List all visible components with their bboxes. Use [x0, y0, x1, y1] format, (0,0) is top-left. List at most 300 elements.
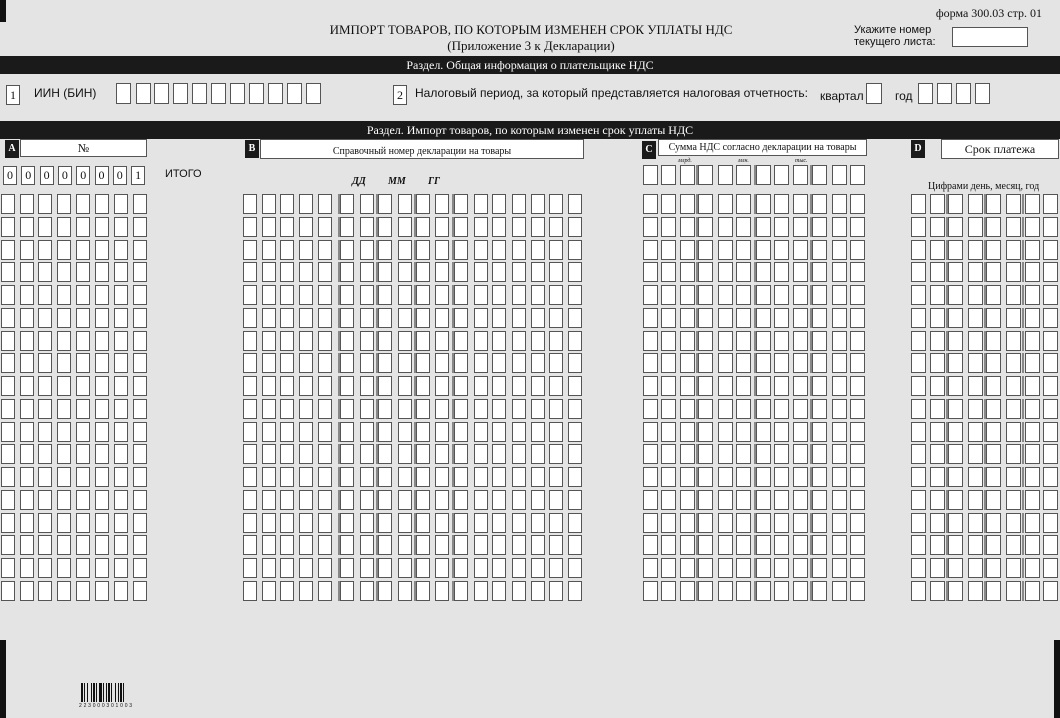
row-number-cell[interactable] — [57, 490, 71, 510]
declaration-number-cell[interactable] — [318, 331, 332, 351]
payment-date-cell[interactable] — [1006, 376, 1021, 396]
declaration-number-cell[interactable] — [378, 535, 392, 555]
vat-total-digit-cell[interactable] — [756, 165, 771, 185]
payment-date-cell[interactable] — [1043, 331, 1058, 351]
payment-date-cell[interactable] — [1006, 217, 1021, 237]
declaration-number-cell[interactable] — [378, 194, 392, 214]
declaration-number-cell[interactable] — [378, 285, 392, 305]
row-number-cell[interactable] — [38, 490, 52, 510]
row-number-cell[interactable] — [114, 331, 128, 351]
vat-amount-cell[interactable] — [643, 422, 658, 442]
vat-amount-cell[interactable] — [661, 513, 676, 533]
declaration-number-cell[interactable] — [398, 217, 412, 237]
payment-date-cell[interactable] — [930, 422, 945, 442]
declaration-number-cell[interactable] — [299, 490, 313, 510]
declaration-number-cell[interactable] — [549, 490, 563, 510]
declaration-number-cell[interactable] — [531, 217, 545, 237]
payment-date-cell[interactable] — [948, 422, 963, 442]
declaration-number-cell[interactable] — [568, 262, 582, 282]
row-number-cell[interactable] — [57, 399, 71, 419]
declaration-number-cell[interactable] — [512, 399, 526, 419]
declaration-number-cell[interactable] — [340, 513, 354, 533]
vat-amount-cell[interactable] — [850, 467, 865, 487]
row-number-cell[interactable] — [76, 262, 90, 282]
declaration-number-cell[interactable] — [492, 376, 506, 396]
vat-total-digit-cell[interactable] — [774, 165, 789, 185]
declaration-number-cell[interactable] — [474, 353, 488, 373]
declaration-number-cell[interactable] — [340, 376, 354, 396]
payment-date-cell[interactable] — [968, 376, 983, 396]
vat-amount-cell[interactable] — [736, 490, 751, 510]
declaration-number-cell[interactable] — [318, 285, 332, 305]
row-number-cell[interactable] — [114, 240, 128, 260]
payment-date-cell[interactable] — [911, 558, 926, 578]
declaration-number-cell[interactable] — [492, 308, 506, 328]
row-number-cell[interactable] — [76, 194, 90, 214]
vat-amount-cell[interactable] — [793, 331, 808, 351]
declaration-number-cell[interactable] — [243, 285, 257, 305]
declaration-number-cell[interactable] — [549, 467, 563, 487]
declaration-number-cell[interactable] — [531, 467, 545, 487]
declaration-number-cell[interactable] — [398, 467, 412, 487]
declaration-number-cell[interactable] — [492, 285, 506, 305]
vat-amount-cell[interactable] — [832, 422, 847, 442]
declaration-number-cell[interactable] — [454, 399, 468, 419]
payment-date-cell[interactable] — [968, 467, 983, 487]
payment-date-cell[interactable] — [948, 217, 963, 237]
row-number-cell[interactable] — [95, 490, 109, 510]
payment-date-cell[interactable] — [986, 422, 1001, 442]
declaration-number-cell[interactable] — [318, 444, 332, 464]
row-number-cell[interactable] — [57, 308, 71, 328]
vat-amount-cell[interactable] — [643, 331, 658, 351]
row-number-cell[interactable] — [95, 194, 109, 214]
payment-date-cell[interactable] — [968, 353, 983, 373]
declaration-number-cell[interactable] — [568, 467, 582, 487]
declaration-number-cell[interactable] — [531, 285, 545, 305]
payment-date-cell[interactable] — [1006, 444, 1021, 464]
vat-amount-cell[interactable] — [774, 581, 789, 601]
row-number-cell[interactable] — [1, 513, 15, 533]
vat-amount-cell[interactable] — [793, 444, 808, 464]
row-number-cell[interactable] — [57, 558, 71, 578]
vat-amount-cell[interactable] — [774, 240, 789, 260]
declaration-number-cell[interactable] — [531, 399, 545, 419]
declaration-number-cell[interactable] — [262, 399, 276, 419]
payment-date-cell[interactable] — [1025, 240, 1040, 260]
row-number-cell[interactable] — [95, 353, 109, 373]
vat-total-digit-cell[interactable] — [793, 165, 808, 185]
payment-date-cell[interactable] — [948, 444, 963, 464]
declaration-number-cell[interactable] — [262, 308, 276, 328]
declaration-number-cell[interactable] — [340, 331, 354, 351]
vat-amount-cell[interactable] — [756, 422, 771, 442]
declaration-number-cell[interactable] — [378, 444, 392, 464]
declaration-number-cell[interactable] — [360, 217, 374, 237]
vat-amount-cell[interactable] — [661, 331, 676, 351]
declaration-number-cell[interactable] — [474, 490, 488, 510]
vat-amount-cell[interactable] — [850, 490, 865, 510]
declaration-number-cell[interactable] — [549, 558, 563, 578]
vat-amount-cell[interactable] — [774, 285, 789, 305]
declaration-number-cell[interactable] — [340, 581, 354, 601]
declaration-number-cell[interactable] — [398, 422, 412, 442]
declaration-number-cell[interactable] — [531, 194, 545, 214]
declaration-number-cell[interactable] — [360, 490, 374, 510]
vat-amount-cell[interactable] — [680, 240, 695, 260]
declaration-number-cell[interactable] — [299, 308, 313, 328]
declaration-number-cell[interactable] — [568, 217, 582, 237]
vat-amount-cell[interactable] — [661, 285, 676, 305]
declaration-number-cell[interactable] — [531, 331, 545, 351]
row-number-cell[interactable] — [1, 467, 15, 487]
vat-amount-cell[interactable] — [850, 240, 865, 260]
declaration-number-cell[interactable] — [299, 399, 313, 419]
payment-date-cell[interactable] — [986, 581, 1001, 601]
declaration-number-cell[interactable] — [280, 581, 294, 601]
declaration-number-cell[interactable] — [512, 308, 526, 328]
declaration-number-cell[interactable] — [280, 535, 294, 555]
row-number-cell[interactable] — [20, 353, 34, 373]
vat-amount-cell[interactable] — [812, 490, 827, 510]
vat-amount-cell[interactable] — [812, 353, 827, 373]
payment-date-cell[interactable] — [911, 217, 926, 237]
declaration-number-cell[interactable] — [454, 262, 468, 282]
declaration-number-cell[interactable] — [340, 558, 354, 578]
vat-amount-cell[interactable] — [756, 331, 771, 351]
payment-date-cell[interactable] — [986, 467, 1001, 487]
vat-amount-cell[interactable] — [680, 513, 695, 533]
declaration-number-cell[interactable] — [474, 444, 488, 464]
row-number-cell[interactable] — [20, 376, 34, 396]
declaration-number-cell[interactable] — [280, 353, 294, 373]
vat-amount-cell[interactable] — [774, 467, 789, 487]
payment-date-cell[interactable] — [968, 535, 983, 555]
declaration-number-cell[interactable] — [474, 581, 488, 601]
declaration-number-cell[interactable] — [318, 194, 332, 214]
declaration-number-cell[interactable] — [531, 535, 545, 555]
declaration-number-cell[interactable] — [280, 513, 294, 533]
row-number-cell[interactable] — [57, 467, 71, 487]
payment-date-cell[interactable] — [930, 558, 945, 578]
declaration-number-cell[interactable] — [435, 285, 449, 305]
row-number-cell[interactable] — [76, 467, 90, 487]
row-number-cell[interactable] — [95, 581, 109, 601]
vat-amount-cell[interactable] — [661, 376, 676, 396]
payment-date-cell[interactable] — [1025, 513, 1040, 533]
vat-amount-cell[interactable] — [832, 240, 847, 260]
vat-amount-cell[interactable] — [756, 535, 771, 555]
declaration-number-cell[interactable] — [435, 376, 449, 396]
row-number-cell[interactable] — [95, 513, 109, 533]
iin-digit-cell[interactable] — [306, 83, 321, 104]
row-number-cell[interactable] — [38, 240, 52, 260]
row-number-cell[interactable] — [38, 581, 52, 601]
vat-amount-cell[interactable] — [698, 535, 713, 555]
vat-amount-cell[interactable] — [793, 422, 808, 442]
vat-amount-cell[interactable] — [850, 422, 865, 442]
payment-date-cell[interactable] — [986, 331, 1001, 351]
declaration-number-cell[interactable] — [243, 581, 257, 601]
declaration-number-cell[interactable] — [492, 513, 506, 533]
vat-amount-cell[interactable] — [812, 285, 827, 305]
vat-amount-cell[interactable] — [698, 262, 713, 282]
row-number-cell[interactable] — [1, 262, 15, 282]
year-digit-cell[interactable] — [975, 83, 990, 104]
declaration-number-cell[interactable] — [549, 399, 563, 419]
row-number-cell[interactable] — [57, 285, 71, 305]
row-number-cell[interactable] — [1, 444, 15, 464]
row-number-cell[interactable] — [38, 376, 52, 396]
declaration-number-cell[interactable] — [299, 581, 313, 601]
declaration-number-cell[interactable] — [416, 308, 430, 328]
declaration-number-cell[interactable] — [318, 399, 332, 419]
declaration-number-cell[interactable] — [318, 308, 332, 328]
row-number-cell[interactable] — [114, 353, 128, 373]
declaration-number-cell[interactable] — [243, 422, 257, 442]
declaration-number-cell[interactable] — [318, 353, 332, 373]
row-number-cell[interactable] — [57, 422, 71, 442]
declaration-number-cell[interactable] — [378, 490, 392, 510]
declaration-number-cell[interactable] — [416, 467, 430, 487]
vat-amount-cell[interactable] — [643, 581, 658, 601]
row-number-cell[interactable] — [133, 240, 147, 260]
payment-date-cell[interactable] — [986, 513, 1001, 533]
row-number-cell[interactable] — [133, 581, 147, 601]
row-number-cell[interactable] — [76, 331, 90, 351]
declaration-number-cell[interactable] — [454, 558, 468, 578]
payment-date-cell[interactable] — [968, 217, 983, 237]
row-number-cell[interactable] — [95, 535, 109, 555]
declaration-number-cell[interactable] — [568, 331, 582, 351]
vat-amount-cell[interactable] — [680, 285, 695, 305]
declaration-number-cell[interactable] — [435, 422, 449, 442]
declaration-number-cell[interactable] — [318, 490, 332, 510]
payment-date-cell[interactable] — [1025, 262, 1040, 282]
declaration-number-cell[interactable] — [549, 331, 563, 351]
payment-date-cell[interactable] — [1025, 217, 1040, 237]
payment-date-cell[interactable] — [968, 240, 983, 260]
vat-amount-cell[interactable] — [718, 513, 733, 533]
payment-date-cell[interactable] — [1025, 490, 1040, 510]
vat-amount-cell[interactable] — [793, 513, 808, 533]
declaration-number-cell[interactable] — [435, 308, 449, 328]
vat-amount-cell[interactable] — [698, 558, 713, 578]
declaration-number-cell[interactable] — [378, 581, 392, 601]
declaration-number-cell[interactable] — [568, 558, 582, 578]
vat-amount-cell[interactable] — [774, 535, 789, 555]
vat-amount-cell[interactable] — [736, 308, 751, 328]
vat-amount-cell[interactable] — [756, 490, 771, 510]
vat-amount-cell[interactable] — [736, 376, 751, 396]
iin-digit-cell[interactable] — [211, 83, 226, 104]
payment-date-cell[interactable] — [911, 308, 926, 328]
row-number-cell[interactable] — [114, 376, 128, 396]
payment-date-cell[interactable] — [1006, 308, 1021, 328]
payment-date-cell[interactable] — [930, 353, 945, 373]
declaration-number-cell[interactable] — [262, 467, 276, 487]
declaration-number-cell[interactable] — [299, 422, 313, 442]
declaration-number-cell[interactable] — [299, 558, 313, 578]
row-number-cell[interactable] — [57, 353, 71, 373]
declaration-number-cell[interactable] — [474, 399, 488, 419]
vat-amount-cell[interactable] — [756, 240, 771, 260]
payment-date-cell[interactable] — [986, 262, 1001, 282]
row-number-cell[interactable] — [1, 376, 15, 396]
payment-date-cell[interactable] — [968, 308, 983, 328]
payment-date-cell[interactable] — [930, 444, 945, 464]
declaration-number-cell[interactable] — [454, 422, 468, 442]
row-number-cell[interactable] — [20, 285, 34, 305]
vat-amount-cell[interactable] — [698, 422, 713, 442]
row-number-cell[interactable] — [1, 422, 15, 442]
row-number-cell[interactable] — [1, 194, 15, 214]
declaration-number-cell[interactable] — [378, 513, 392, 533]
declaration-number-cell[interactable] — [360, 308, 374, 328]
declaration-number-cell[interactable] — [398, 376, 412, 396]
declaration-number-cell[interactable] — [360, 581, 374, 601]
declaration-number-cell[interactable] — [299, 467, 313, 487]
declaration-number-cell[interactable] — [568, 240, 582, 260]
vat-amount-cell[interactable] — [793, 240, 808, 260]
row-number-cell[interactable] — [57, 513, 71, 533]
payment-date-cell[interactable] — [1025, 535, 1040, 555]
declaration-number-cell[interactable] — [378, 399, 392, 419]
declaration-number-cell[interactable] — [549, 535, 563, 555]
vat-amount-cell[interactable] — [698, 581, 713, 601]
vat-amount-cell[interactable] — [850, 558, 865, 578]
vat-amount-cell[interactable] — [718, 467, 733, 487]
declaration-number-cell[interactable] — [299, 353, 313, 373]
declaration-number-cell[interactable] — [280, 217, 294, 237]
declaration-number-cell[interactable] — [243, 331, 257, 351]
declaration-number-cell[interactable] — [435, 331, 449, 351]
declaration-number-cell[interactable] — [360, 285, 374, 305]
vat-amount-cell[interactable] — [736, 217, 751, 237]
declaration-number-cell[interactable] — [243, 240, 257, 260]
declaration-number-cell[interactable] — [435, 240, 449, 260]
row-number-cell[interactable] — [133, 513, 147, 533]
vat-amount-cell[interactable] — [643, 535, 658, 555]
payment-date-cell[interactable] — [1025, 467, 1040, 487]
declaration-number-cell[interactable] — [318, 240, 332, 260]
vat-amount-cell[interactable] — [718, 353, 733, 373]
vat-amount-cell[interactable] — [643, 399, 658, 419]
declaration-number-cell[interactable] — [474, 513, 488, 533]
declaration-number-cell[interactable] — [318, 581, 332, 601]
declaration-number-cell[interactable] — [416, 262, 430, 282]
declaration-number-cell[interactable] — [262, 558, 276, 578]
declaration-number-cell[interactable] — [512, 353, 526, 373]
vat-amount-cell[interactable] — [832, 399, 847, 419]
payment-date-cell[interactable] — [968, 194, 983, 214]
payment-date-cell[interactable] — [968, 444, 983, 464]
vat-total-digit-cell[interactable] — [698, 165, 713, 185]
declaration-number-cell[interactable] — [474, 331, 488, 351]
vat-amount-cell[interactable] — [812, 376, 827, 396]
row-number-cell[interactable] — [76, 399, 90, 419]
payment-date-cell[interactable] — [911, 467, 926, 487]
declaration-number-cell[interactable] — [340, 308, 354, 328]
payment-date-cell[interactable] — [1025, 285, 1040, 305]
declaration-number-cell[interactable] — [262, 353, 276, 373]
vat-amount-cell[interactable] — [661, 422, 676, 442]
row-number-cell[interactable] — [57, 262, 71, 282]
row-number-cell[interactable] — [76, 422, 90, 442]
row-number-cell[interactable] — [95, 444, 109, 464]
vat-amount-cell[interactable] — [643, 376, 658, 396]
declaration-number-cell[interactable] — [568, 353, 582, 373]
row-number-cell[interactable] — [76, 217, 90, 237]
vat-amount-cell[interactable] — [756, 444, 771, 464]
payment-date-cell[interactable] — [1043, 422, 1058, 442]
vat-amount-cell[interactable] — [736, 558, 751, 578]
vat-amount-cell[interactable] — [680, 490, 695, 510]
declaration-number-cell[interactable] — [568, 535, 582, 555]
declaration-number-cell[interactable] — [318, 513, 332, 533]
declaration-number-cell[interactable] — [435, 194, 449, 214]
row-number-cell[interactable] — [95, 217, 109, 237]
row-number-cell[interactable] — [133, 535, 147, 555]
row-number-cell[interactable] — [1, 240, 15, 260]
declaration-number-cell[interactable] — [280, 399, 294, 419]
row-number-cell[interactable] — [38, 194, 52, 214]
vat-amount-cell[interactable] — [718, 194, 733, 214]
row-number-cell[interactable] — [114, 308, 128, 328]
vat-amount-cell[interactable] — [680, 422, 695, 442]
vat-amount-cell[interactable] — [756, 262, 771, 282]
declaration-number-cell[interactable] — [340, 399, 354, 419]
declaration-number-cell[interactable] — [549, 422, 563, 442]
row-number-cell[interactable] — [20, 581, 34, 601]
declaration-number-cell[interactable] — [398, 308, 412, 328]
vat-amount-cell[interactable] — [812, 422, 827, 442]
row-number-cell[interactable] — [114, 217, 128, 237]
payment-date-cell[interactable] — [1006, 353, 1021, 373]
declaration-number-cell[interactable] — [549, 513, 563, 533]
row-number-cell[interactable] — [114, 285, 128, 305]
row-number-cell[interactable] — [114, 399, 128, 419]
vat-amount-cell[interactable] — [661, 308, 676, 328]
declaration-number-cell[interactable] — [512, 513, 526, 533]
iin-digit-cell[interactable] — [268, 83, 283, 104]
declaration-number-cell[interactable] — [549, 581, 563, 601]
declaration-number-cell[interactable] — [360, 422, 374, 442]
row-number-cell[interactable] — [114, 513, 128, 533]
payment-date-cell[interactable] — [948, 331, 963, 351]
declaration-number-cell[interactable] — [435, 217, 449, 237]
declaration-number-cell[interactable] — [416, 422, 430, 442]
vat-amount-cell[interactable] — [698, 399, 713, 419]
declaration-number-cell[interactable] — [531, 513, 545, 533]
declaration-number-cell[interactable] — [262, 513, 276, 533]
row-number-cell[interactable] — [38, 308, 52, 328]
row-number-cell[interactable] — [1, 308, 15, 328]
payment-date-cell[interactable] — [930, 308, 945, 328]
payment-date-cell[interactable] — [930, 513, 945, 533]
row-number-cell[interactable] — [95, 376, 109, 396]
declaration-number-cell[interactable] — [280, 194, 294, 214]
vat-amount-cell[interactable] — [680, 581, 695, 601]
vat-amount-cell[interactable] — [793, 399, 808, 419]
declaration-number-cell[interactable] — [280, 262, 294, 282]
declaration-number-cell[interactable] — [299, 513, 313, 533]
vat-amount-cell[interactable] — [718, 535, 733, 555]
iin-digit-cell[interactable] — [154, 83, 169, 104]
iin-digit-cell[interactable] — [192, 83, 207, 104]
vat-amount-cell[interactable] — [698, 376, 713, 396]
declaration-number-cell[interactable] — [416, 194, 430, 214]
